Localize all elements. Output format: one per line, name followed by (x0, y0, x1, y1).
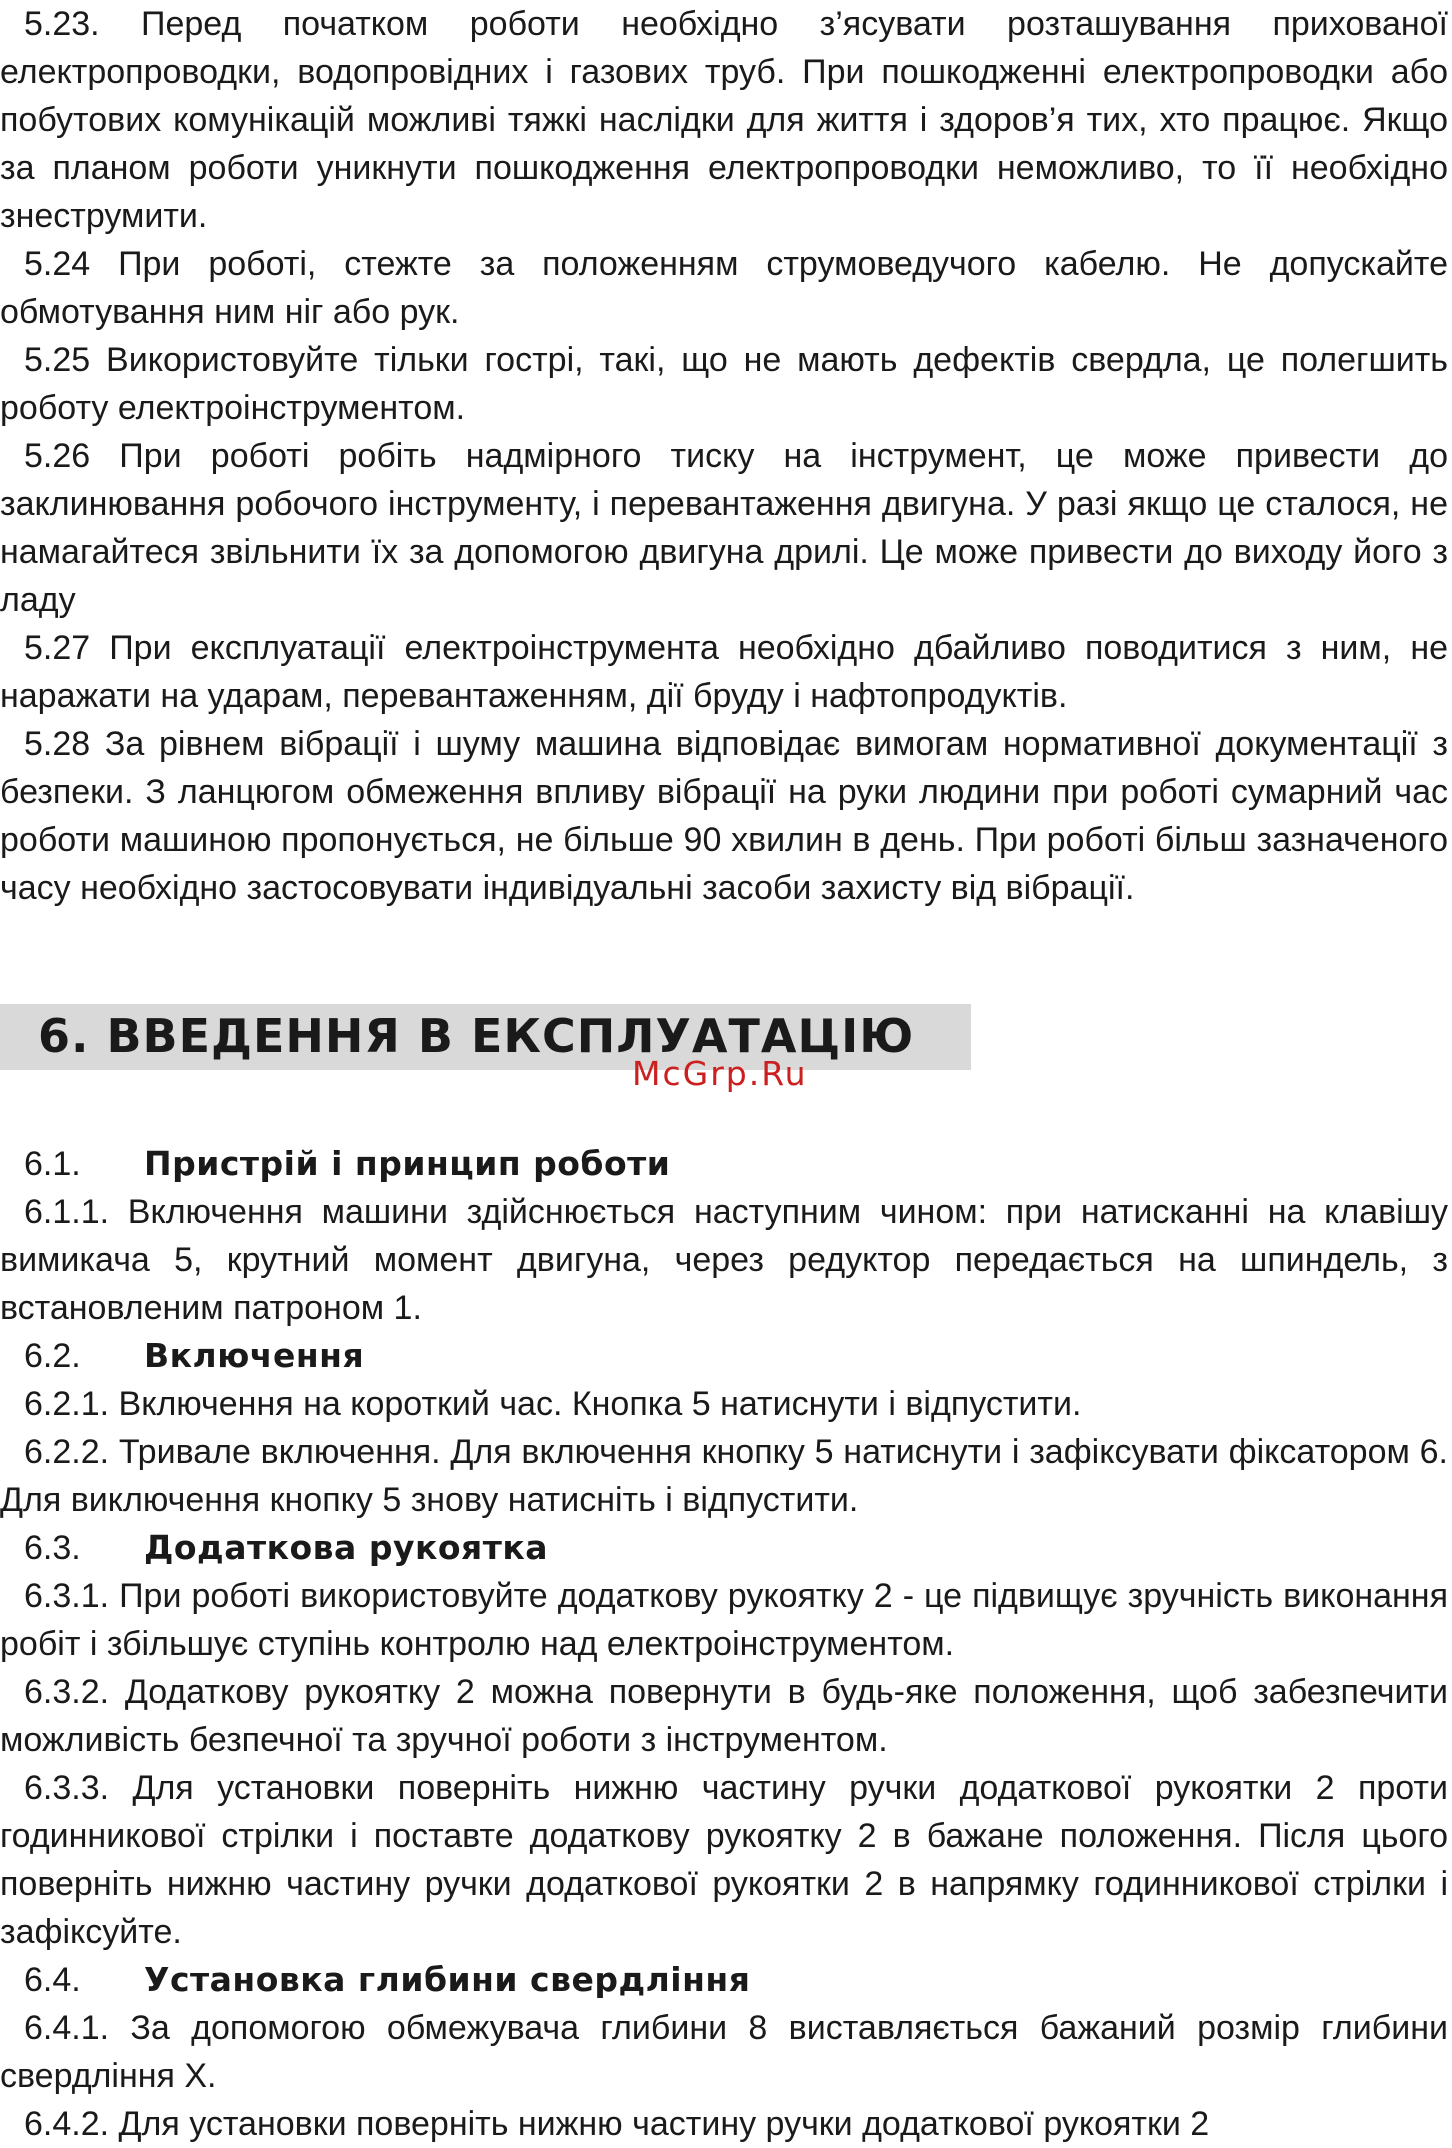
subsection-number: 6.2. (24, 1337, 81, 1375)
subsection-title: Установка глибини свердління (144, 1960, 751, 1999)
section-6-text (0, 1140, 1448, 2148)
subsection-number: 6.4. (24, 1961, 81, 1999)
paragraph-6-2-1: 6.2.1. Включення на короткий час. Кнопка 5 натиснути і відпустити. (24, 1385, 1082, 1423)
subsection-heading-6-4 (0, 1956, 1448, 2004)
subsection-title: Додаткова рукоятка (144, 1528, 549, 1567)
paragraph-5-24: 5.24 При роботі, стежте за положенням струмоведучого кабелю. Не допускайте обмотування ним ніг або рук. (0, 245, 1448, 331)
section-heading: 6. ВВЕДЕННЯ В ЕКСПЛУАТАЦІЮ (38, 1009, 915, 1063)
paragraph-6-2-2: 6.2.2. Тривале включення. Для включення кнопку 5 натиснути і зафіксувати фіксатором 6. Для виключення кнопку 5 знову натисніть і відпустити. (0, 1433, 1448, 1519)
paragraph-6-4-2: 6.4.2. Для установки поверніть нижню частину ручки додаткової рукоятки 2 (24, 2105, 1210, 2143)
subsection-title: Пристрій і принцип роботи (144, 1144, 671, 1183)
paragraph-6-3-1: 6.3.1. При роботі використовуйте додаткову рукоятку 2 - це підвищує зручність виконання робіт і збільшує ступінь контролю над електроінструментом. (0, 1577, 1448, 1663)
paragraph-6-3-3: 6.3.3. Для установки поверніть нижню частину ручки додаткової рукоятки 2 проти годинникової стрілки і поставте додаткову рукоятку 2 в бажане положення. Після цього поверніть нижню частину ручки додаткової рукоятки 2 в напрямку годинникової стрілки і зафіксуйте. (0, 1769, 1448, 1951)
subsection-heading-6-1 (0, 1140, 1448, 1188)
subsection-heading-6-3 (0, 1524, 1448, 1572)
paragraph-6-3-2: 6.3.2. Додаткову рукоятку 2 можна повернути в будь-яке положення, щоб забезпечити можливість безпечної та зручної роботи з інструментом. (0, 1673, 1448, 1759)
watermark: McGrp.Ru (632, 1054, 808, 1093)
subsection-title: Включення (144, 1336, 365, 1375)
paragraph-5-27: 5.27 При експлуатації електроінструмента необхідно дбайливо поводитися з ним, не наражати на ударам, перевантаженням, дії бруду і нафтопродуктів. (0, 629, 1448, 715)
paragraph-5-23: 5.23. Перед початком роботи необхідно з’ясувати розташування прихованої електропроводки, водопровідних і газових труб. При пошкодженні електропроводки або побутових комунікацій можливі тяжкі наслідки для життя і здоров’я тих, хто працює. Якщо за планом роботи уникнути пошкодження електропроводки неможливо, то її необхідно знеструмити. (0, 5, 1448, 235)
paragraph-6-4-1: 6.4.1. За допомогою обмежувача глибини 8 виставляється бажаний розмір глибини свердління Х. (0, 2009, 1448, 2095)
section-5-text (0, 0, 1448, 912)
paragraph-5-25: 5.25 Використовуйте тільки гострі, такі, що не мають дефектів свердла, це полегшить роботу електроінструментом. (0, 341, 1448, 427)
subsection-number: 6.1. (24, 1145, 81, 1183)
paragraph-5-26: 5.26 При роботі робіть надмірного тиску на інструмент, це може привести до заклинювання робочого інструменту, і перевантаження двигуна. У разі якщо це сталося, не намагайтеся звільнити їх за допомогою двигуна дрилі. Це може привести до виходу його з ладу (0, 437, 1448, 619)
paragraph-5-28: 5.28 За рівнем вібрації і шуму машина відповідає вимогам нормативної документації з безпеки. З ланцюгом обмеження впливу вібрації на руки людини при роботі сумарний час роботи машиною пропонується, не більше 90 хвилин в день. При роботі більш зазначеного часу необхідно застосовувати індивідуальні засоби захисту від вібрації. (0, 725, 1448, 907)
paragraph-6-1-1: 6.1.1. Включення машини здійснюється наступним чином: при натисканні на клавішу вимикача 5, крутний момент двигуна, через редуктор передається на шпиндель, з встановленим патроном 1. (0, 1193, 1448, 1327)
subsection-heading-6-2 (0, 1332, 1448, 1380)
subsection-number: 6.3. (24, 1529, 81, 1567)
